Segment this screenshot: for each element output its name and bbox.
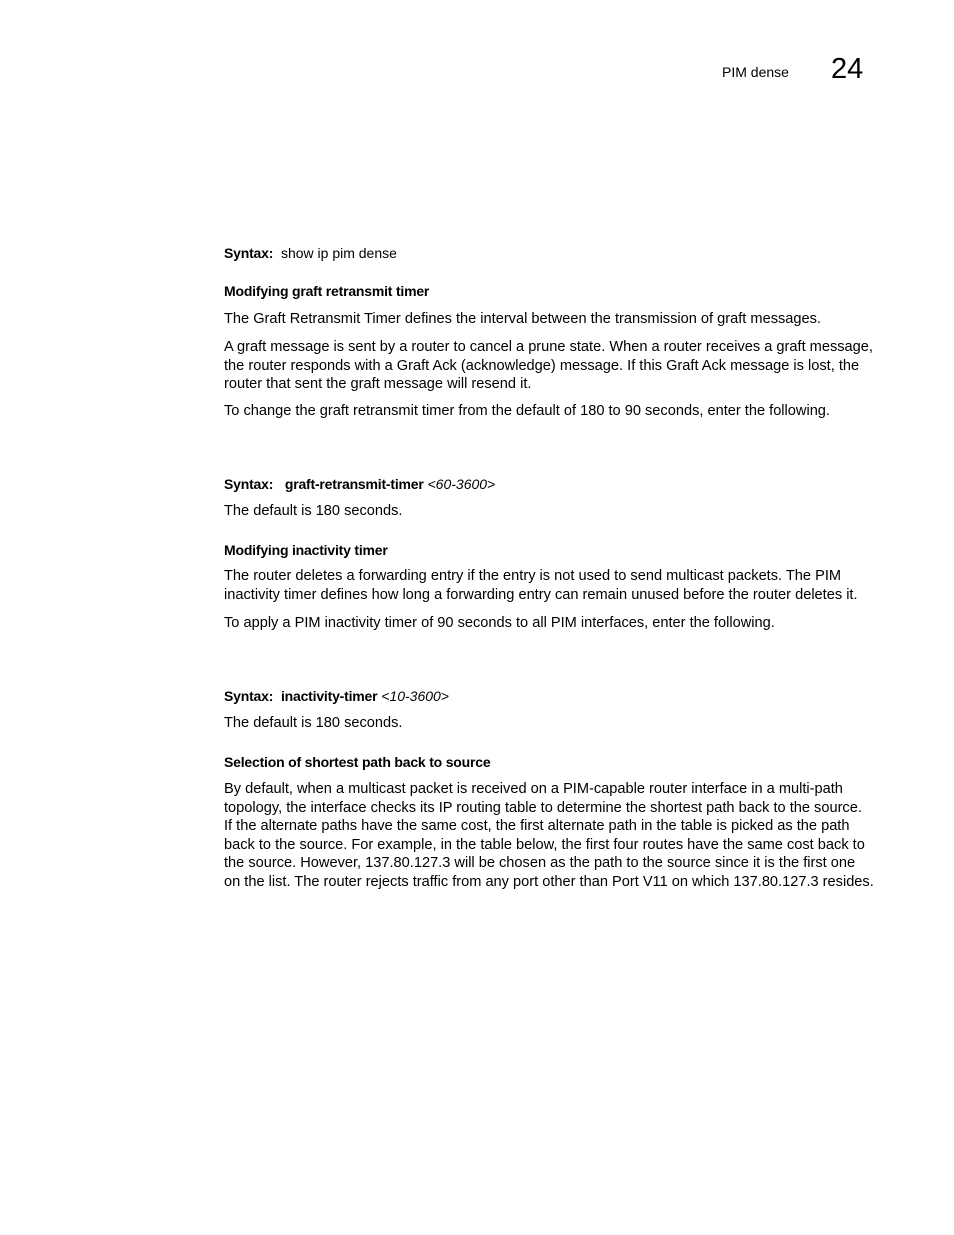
syntax-command: show ip pim dense — [280, 245, 397, 261]
inactivity-heading: Modifying inactivity timer — [224, 542, 388, 558]
graft-paragraph-2: A graft message is sent by a router to cancel a prune state. When a router receives a graft message, the router responds with a Graft Ack (acknowledge) message. If this Graft Ack message is lost, the router that sent the graft message will resend it. — [224, 339, 873, 393]
shortest-path-heading: Selection of shortest path back to source — [224, 754, 491, 770]
graft-paragraph-3: To change the graft retransmit timer from the default of 180 to 90 seconds, enter the following. — [224, 403, 830, 419]
syntax-label: Syntax: — [224, 476, 274, 492]
section-title: PIM dense — [722, 64, 789, 80]
inactivity-paragraph-2: To apply a PIM inactivity timer of 90 seconds to all PIM interfaces, enter the following. — [224, 615, 775, 631]
chapter-number: 24 — [831, 53, 864, 85]
syntax-parameter: <60-3600> — [427, 476, 496, 492]
syntax-label: Syntax: — [224, 245, 274, 261]
graft-paragraph-1: The Graft Retransmit Timer defines the interval between the transmission of graft messages. — [224, 311, 821, 327]
shortest-path-paragraph: By default, when a multicast packet is received on a PIM-capable router interface in a multi-path topology, the interface checks its IP routing table to determine the shortest path back to the source. If the alternate paths have the same cost, the first alternate path in the table is picked as the path back to the source. For example, in the table below, the first four routes have the same cost back to the source. However, 137.80.127.3 will be chosen as the path to the source since it is the first one on the list. The router rejects traffic from any port other than Port V11 on which 137.80.127.3 resides. — [224, 781, 874, 890]
inactivity-default-text: The default is 180 seconds. — [224, 715, 403, 731]
syntax-parameter: <10-3600> — [381, 688, 449, 704]
syntax-command: inactivity-timer — [280, 688, 378, 704]
inactivity-paragraph-1: The router deletes a forwarding entry if the entry is not used to send multicast packets. The PIM inactivity timer defines how long a forwarding entry can remain unused before the router deletes it. — [224, 568, 858, 603]
syntax-command: graft-retransmit-timer — [284, 476, 424, 492]
graft-default-text: The default is 180 seconds. — [224, 503, 403, 519]
syntax-label: Syntax: — [224, 688, 274, 704]
graft-heading: Modifying graft retransmit timer — [224, 283, 430, 299]
syntax-graft-retransmit-timer — [224, 475, 874, 494]
syntax-inactivity-timer — [224, 687, 874, 706]
syntax-show-ip-pim-dense — [224, 244, 874, 263]
